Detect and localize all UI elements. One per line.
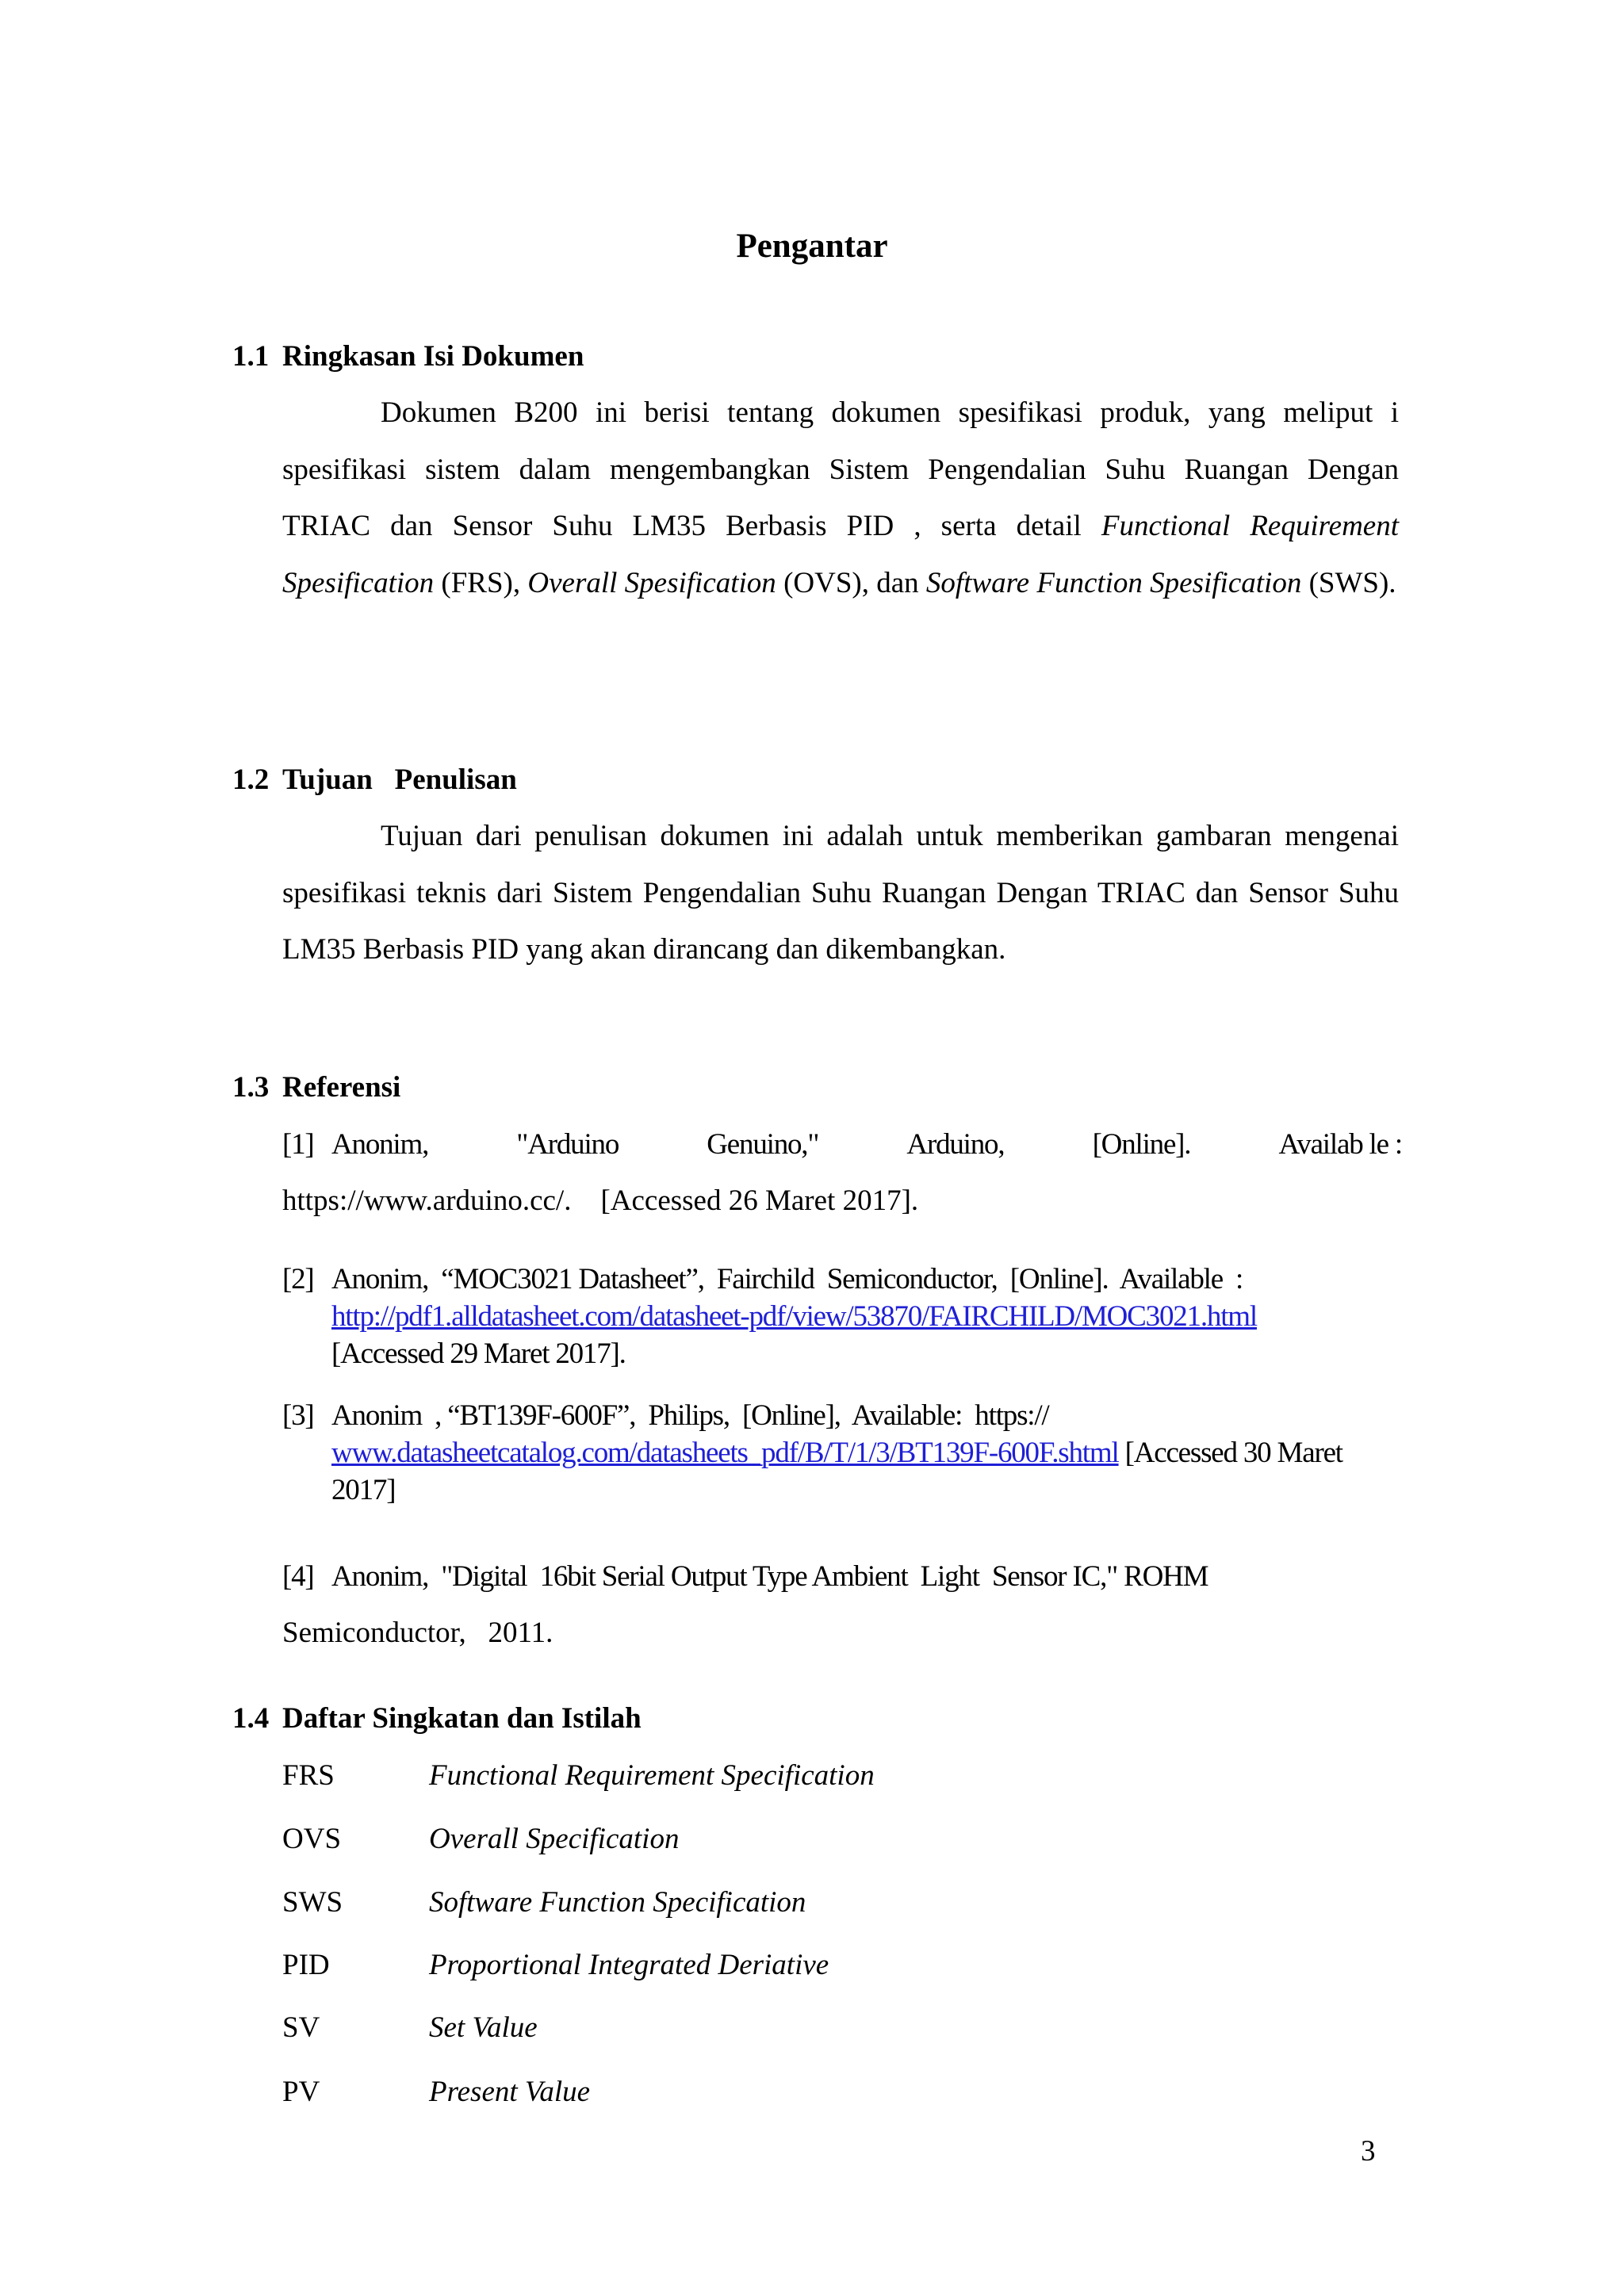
abbreviation-row: FRS Functional Requirement Specification [282, 1759, 875, 1792]
section-heading-ringkasan [232, 339, 584, 373]
abbreviation-row: SWS Software Function Specification [282, 1886, 806, 1919]
section-title: Ringkasan Isi Dokumen [282, 340, 584, 373]
reference-link[interactable]: http://pdf1.alldatasheet.com/datasheet-pdf/view/53870/FAIRCHILD/MOC3021.html [331, 1300, 1257, 1333]
paragraph-tujuan: Tujuan dari penulisan dokumen ini adalah untuk memberikan gambaran mengenai spesifikasi teknis dari Sistem Pengendalian Suhu Ruangan Dengan TRIAC dan Sensor Suhu LM35 Berbasis PID yang akan dirancang dan dikembangkan. [282, 820, 1399, 966]
section-title: Referensi [282, 1071, 401, 1104]
section-number: 1.4 [232, 1702, 270, 1735]
reference-4: [4] Anonim, "Digital 16bit Serial Output Type Ambient Light Sensor IC," ROHM Semiconductor, 2011. [282, 1560, 1208, 1649]
abbreviation-row: SV Set Value [282, 2011, 538, 2044]
page-number: 3 [1361, 2135, 1376, 2168]
abbreviation-row: PID Proportional Integrated Deriative [282, 1949, 829, 1981]
reference-3: [3] Anonim , “BT139F-600F”, Philips, [Online], Available: https:// www.datasheetcatalog.com/datasheets_pdf/B/T/1/3/BT139F-600F.shtml [Accessed 30 Maret 2017] [282, 1399, 1342, 1506]
reference-2: [2] Anonim, “MOC3021 Datasheet”, Fairchild Semiconductor, [Online]. Available : http://pdf1.alldatasheet.com/datasheet-pdf/view/53870/FAIRCHILD/MOC3021.html [Accessed 29 Maret 2017]. [282, 1263, 1257, 1370]
section-heading-tujuan [232, 763, 517, 797]
section-heading-daftar-singkatan [232, 1701, 642, 1735]
abbreviation-row: OVS Overall Specification [282, 1823, 680, 1855]
reference-1: [1] Anonim, "Arduino Genuino," Arduino, [Online]. Availab le : https://www.arduino.cc/. [Accessed 26 Maret 2017]. [282, 1128, 1402, 1217]
section-title: Daftar Singkatan dan Istilah [282, 1702, 642, 1735]
section-number: 1.3 [232, 1071, 270, 1104]
abbreviation-row: PV Present Value [282, 2076, 591, 2108]
section-number: 1.1 [232, 340, 270, 373]
section-title: Tujuan Penulisan [282, 763, 517, 796]
section-number: 1.2 [232, 763, 270, 796]
section-heading-referensi [232, 1070, 400, 1104]
reference-link[interactable]: www.datasheetcatalog.com/datasheets_pdf/B/T/1/3/BT139F-600F.shtml [331, 1437, 1119, 1469]
page-title: Pengantar [736, 228, 888, 265]
paragraph-ringkasan: Dokumen B200 ini berisi tentang dokumen spesifikasi produk, yang meliput i spesifikasi sistem dalam mengembangkan Sistem Pengendalian Suhu Ruangan Dengan TRIAC dan Sensor Suhu LM35 Berbasis PID , serta detail Functional Requirement Spesification (FRS), Overall Spesification (OVS), dan Software Function Spesification (SWS). [282, 396, 1399, 599]
